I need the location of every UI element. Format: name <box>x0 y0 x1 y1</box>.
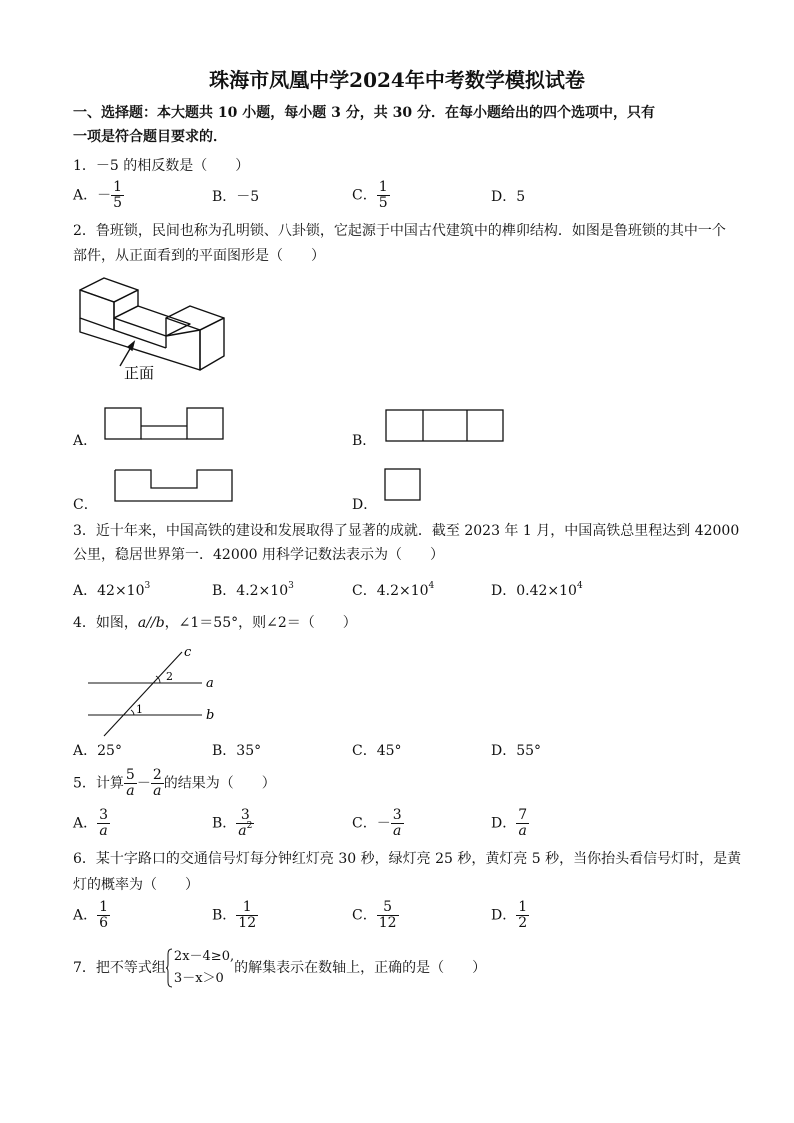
q4-option-a: A．25° <box>73 743 122 759</box>
q1-stem: 1．－5 的相反数是（ ） <box>73 158 250 174</box>
q3-option-c: C．$4.2\times 10^4$ <box>352 581 435 599</box>
q2-option-c-figure <box>114 469 236 503</box>
q7-stem: 7．把不等式组 2x－4≥0, 3－x＞0 的解集表示在数轴上，正确的是（ ） <box>73 946 486 990</box>
fraction: $\frac{5}{a}$ <box>125 767 135 799</box>
q2-stem-line2: 部件，从正面看到的平面图形是（ ） <box>73 248 325 264</box>
q4-option-d: D．55° <box>491 743 542 759</box>
fraction: $\frac{3}{a}$ <box>392 807 402 839</box>
q5-option-b: B． $\frac{3}{a^2}$ <box>212 807 253 839</box>
option-text: －5 <box>236 189 260 205</box>
q2-stem-line1: 2．鲁班锁，民间也称为孔明锁、八卦锁，它起源于中国古代建筑中的榫卯结构．如图是鲁班锁的其中一个 <box>73 223 726 239</box>
label-c: c <box>184 645 192 660</box>
q2-option-b-figure <box>385 409 507 443</box>
label-a: a <box>206 676 214 691</box>
transversal-c <box>104 652 182 736</box>
q3-stem-line1: 3．近十年来，中国高铁的建设和发展取得了显著的成就．截至 2023 年 1 月，中国高铁总里程达到 42000 <box>73 523 740 539</box>
fraction: $\frac{7}{a}$ <box>518 807 528 839</box>
q2-option-a-figure <box>104 407 226 441</box>
q6-stem-line2: 灯的概率为（ ） <box>73 877 199 893</box>
q4-stem: 4．如图，a//b，∠1＝55°，则∠2＝（ ） <box>73 615 357 631</box>
q6-option-d: D． $\frac{1}{2}$ <box>491 899 528 931</box>
q3-option-b: B．$4.2\times 10^3$ <box>212 581 294 599</box>
option-label: B． <box>212 189 237 205</box>
q6-option-b: B． $\frac{1}{12}$ <box>212 899 257 931</box>
q2-option-d-label: D． <box>352 497 378 513</box>
q5-option-c: C．－ $\frac{3}{a}$ <box>352 807 402 839</box>
sign: － <box>97 187 112 204</box>
option-text: 5 <box>516 189 526 205</box>
fraction: $\frac{1}{5}$ <box>113 179 123 211</box>
middle-top <box>114 306 190 336</box>
parallel-lines-figure <box>84 640 224 740</box>
q2-option-a-label: A． <box>73 433 98 449</box>
fraction: $\frac{1}{12}$ <box>238 899 257 931</box>
label-b: b <box>206 708 215 723</box>
fraction: $\frac{5}{12}$ <box>378 899 397 931</box>
q4-option-c: C．45° <box>352 743 402 759</box>
q2-option-b-label: B． <box>352 433 377 449</box>
q3-stem-line2: 公里，稳居世界第一．42000 用科学记数法表示为（ ） <box>73 547 444 563</box>
option-label: D． <box>491 189 517 205</box>
fraction: $\frac{1}{2}$ <box>518 899 528 931</box>
q1-option-d <box>491 188 525 206</box>
fraction: $\frac{2}{a}$ <box>152 767 162 799</box>
exam-title: 珠海市凤凰中学2024年中考数学模拟试卷 <box>209 68 585 92</box>
q6-option-a: A． $\frac{1}{6}$ <box>73 899 109 931</box>
front-label: 正面 <box>124 364 155 382</box>
q1-option-a <box>73 180 124 211</box>
section-heading-line2: 一项是符合题目要求的． <box>73 129 227 145</box>
option-label: C． <box>352 187 377 204</box>
q1-option-b <box>212 188 259 206</box>
option-label: A． <box>73 187 98 204</box>
inequality-system: 2x－4≥0, 3－x＞0 <box>166 946 234 990</box>
fraction: $\frac{1}{6}$ <box>99 899 109 931</box>
left-block-top <box>80 278 138 302</box>
q5-option-d: D． $\frac{7}{a}$ <box>491 807 528 839</box>
luban-lock-figure <box>70 270 240 385</box>
section-heading-line1: 一、选择题：本大题共 10 小题，每小题 3 分，共 30 分．在每小题给出的四个选项中，只有 <box>73 105 655 121</box>
q4-option-b: B．35° <box>212 743 262 759</box>
q6-option-c: C． $\frac{5}{12}$ <box>352 899 397 931</box>
angle-1-label: 1 <box>136 703 143 716</box>
q5-option-a: A． $\frac{3}{a}$ <box>73 807 109 839</box>
q5-stem: 5．计算 $\frac{5}{a}$ － $\frac{2}{a}$ 的结果为（ ） <box>73 767 276 799</box>
q3-option-d: D．$0.42\times 10^4$ <box>491 581 583 599</box>
q2-option-d-figure <box>384 468 422 502</box>
q3-option-a: A．$42\times 10^3$ <box>73 581 151 599</box>
fraction: $\frac{1}{5}$ <box>378 179 388 211</box>
q6-stem-line1: 6．某十字路口的交通信号灯每分钟红灯亮 30 秒，绿灯亮 25 秒，黄灯亮 5 秒，当你抬头看信号灯时，是黄 <box>73 851 742 867</box>
right-block-side <box>200 318 224 370</box>
left-block-front <box>80 290 114 330</box>
q2-option-c-label: C． <box>73 497 98 513</box>
fraction: $\frac{3}{a^2}$ <box>238 807 253 839</box>
q1-option-c <box>352 180 390 211</box>
fraction: $\frac{3}{a}$ <box>99 807 109 839</box>
angle-2-label: 2 <box>166 670 173 683</box>
brace-icon <box>166 948 173 988</box>
